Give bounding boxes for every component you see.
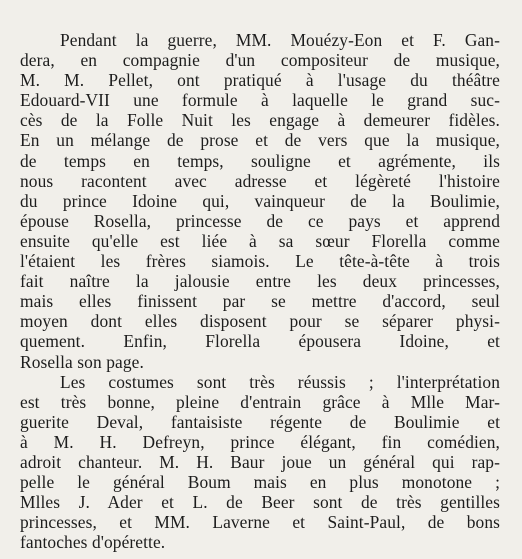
- text-line: dera, en compagnie d'un compositeur de musique,: [20, 50, 500, 71]
- text-line: fait naître la jalousie entre les deux princesses,: [20, 271, 500, 292]
- text-line: guerite Deval, fantaisiste régente de Boulimie et: [20, 411, 500, 432]
- article-text: [20, 30, 500, 552]
- paragraph-1: [20, 30, 500, 372]
- paragraph-2: [20, 372, 500, 553]
- text-line: à M. H. Defreyn, prince élégant, fin comédien,: [20, 431, 500, 452]
- text-line: nous racontent avec adresse et légèreté l'histoire: [20, 170, 500, 191]
- text-line: de temps en temps, souligne et agrémente, ils: [20, 150, 500, 171]
- text-line: l'étaient les frères siamois. Le tête-à-tête à trois: [20, 251, 500, 272]
- text-line: moyen dont elles disposent pour se séparer physi-: [20, 311, 500, 332]
- text-line: M. M. Pellet, ont pratiqué à l'usage du théâtre: [20, 70, 500, 91]
- text-line: fantoches d'opérette.: [20, 532, 166, 553]
- text-line: épouse Rosella, princesse de ce pays et apprend: [20, 210, 500, 231]
- text-line: Mlles J. Ader et L. de Beer sont de très gentilles: [20, 492, 500, 513]
- text-line: mais elles finissent par se mettre d'accord, seul: [20, 291, 500, 312]
- text-line: Pendant la guerre, MM. Mouézy-Eon et F. Gan-: [60, 30, 500, 50]
- text-line: est très bonne, pleine d'entrain grâce à Mlle Mar-: [20, 391, 500, 412]
- text-line: Les costumes sont très réussis ; l'interprétation: [60, 371, 500, 392]
- text-line: Rosella son page.: [20, 351, 144, 372]
- text-line: cès de la Folle Nuit les engage à demeurer fidèles.: [20, 110, 500, 131]
- text-line: Edouard-VII une formule à laquelle le grand suc-: [20, 90, 500, 111]
- text-line: princesses, et MM. Laverne et Saint-Paul, de bons: [20, 512, 500, 533]
- text-line: ensuite qu'elle est liée à sa sœur Florella comme: [20, 230, 500, 251]
- text-line: quement. Enfin, Florella épousera Idoine, et: [20, 331, 500, 352]
- text-line: En un mélange de prose et de vers que la musique,: [20, 130, 500, 151]
- text-line: pelle le général Boum mais en plus monotone ;: [20, 472, 500, 493]
- text-line: adroit chanteur. M. H. Baur joue un général qui rap-: [20, 451, 500, 472]
- text-line: du prince Idoine qui, vainqueur de la Boulimie,: [20, 190, 500, 211]
